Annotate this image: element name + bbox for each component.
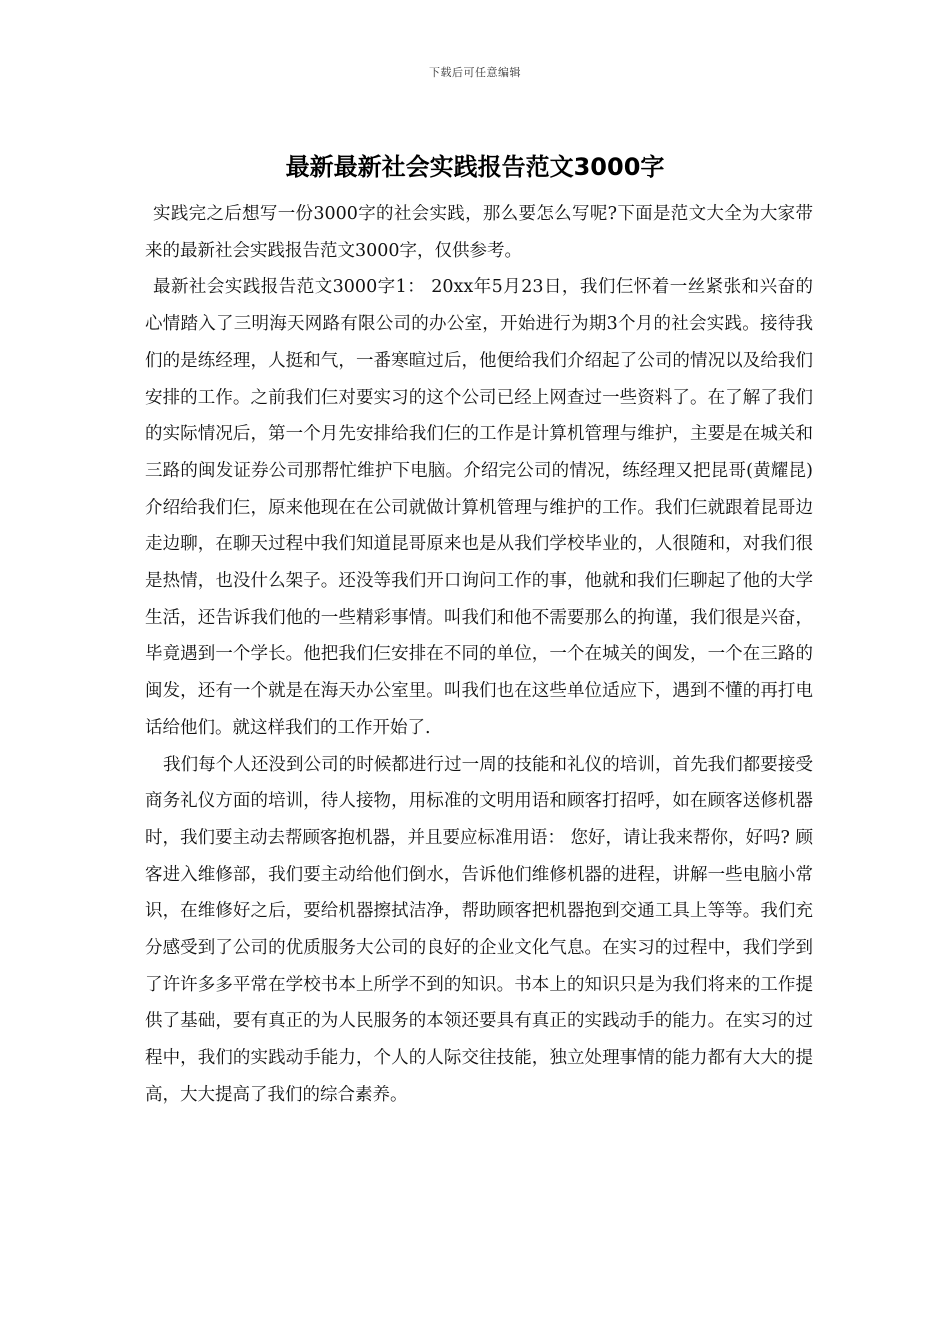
paragraph-report-start: 最新社会实践报告范文3000字1： 20xx年5月23日，我们仨怀着一丝紧张和兴奋的心情踏入了三明海天网路有限公司的办公室，开始进行为期3个月的社会实践。接待我们的是练经理，人挺和气，一番寒暄过后，他便给我们介绍起了公司的情况以及给我们安排的工作。之前我们仨对要实习的这个公司已经上网查过一些资料了。在了解了我们的实际情况后，第一个月先安排给我们仨的工作是计算机管理与维护，主要是在城关和三路的闽发证券公司那帮忙维护下电脑。介绍完公司的情况，练经理又把昆哥(黄耀昆)介绍给我们仨，原来他现在在公司就做计算机管理与维护的工作。我们仨就跟着昆哥边走边聊，在聊天过程中我们知道昆哥原来也是从我们学校毕业的，人很随和，对我们很是热情，也没什么架子。还没等我们开口询问工作的事，他就和我们仨聊起了他的大学生活，还告诉我们他的一些精彩事情。叫我们和他不需要那么的拘谨，我们很是兴奋，毕竟遇到一个学长。他把我们仨安排在不同的单位，一个在城关的闽发，一个在三路的闽发，还有一个就是在海天办公室里。叫我们也在这些单位适应下，遇到不懂的再打电话给他们。就这样我们的工作开始了. [145,277,813,738]
page-header: 下载后可任意编辑 [429,66,521,79]
document-body [145,196,813,1114]
paragraph-intro: 实践完之后想写一份3000字的社会实践，那么要怎么写呢?下面是范文大全为大家带来的最新社会实践报告范文3000字，仅供参考。 [145,204,813,261]
paragraph-training: 我们每个人还没到公司的时候都进行过一周的技能和礼仪的培训，首先我们都要接受商务礼仪方面的培训，待人接物，用标准的文明用语和顾客打招呼，如在顾客送修机器时，我们要主动去帮顾客抱机器，并且要应标准用语： 您好，请让我来帮你，好吗? 顾客进入维修部，我们要主动给他们倒水，告诉他们维修机器的进程，讲解一些电脑小常识，在维修好之后，要给机器擦拭洁净，帮助顾客把机器抱到交通工具上等等。我们充分感受到了公司的优质服务大公司的良好的企业文化气息。在实习的过程中，我们学到了许许多多平常在学校书本上所学不到的知识。书本上的知识只是为我们将来的工作提供了基础，要有真正的为人民服务的本领还要具有真正的实践动手的能力。在实习的过程中，我们的实践动手能力，个人的人际交往技能，独立处理事情的能力都有大大的提高，大大提高了我们的综合素养。 [145,754,814,1105]
document-title: 最新最新社会实践报告范文3000字 [285,153,665,181]
